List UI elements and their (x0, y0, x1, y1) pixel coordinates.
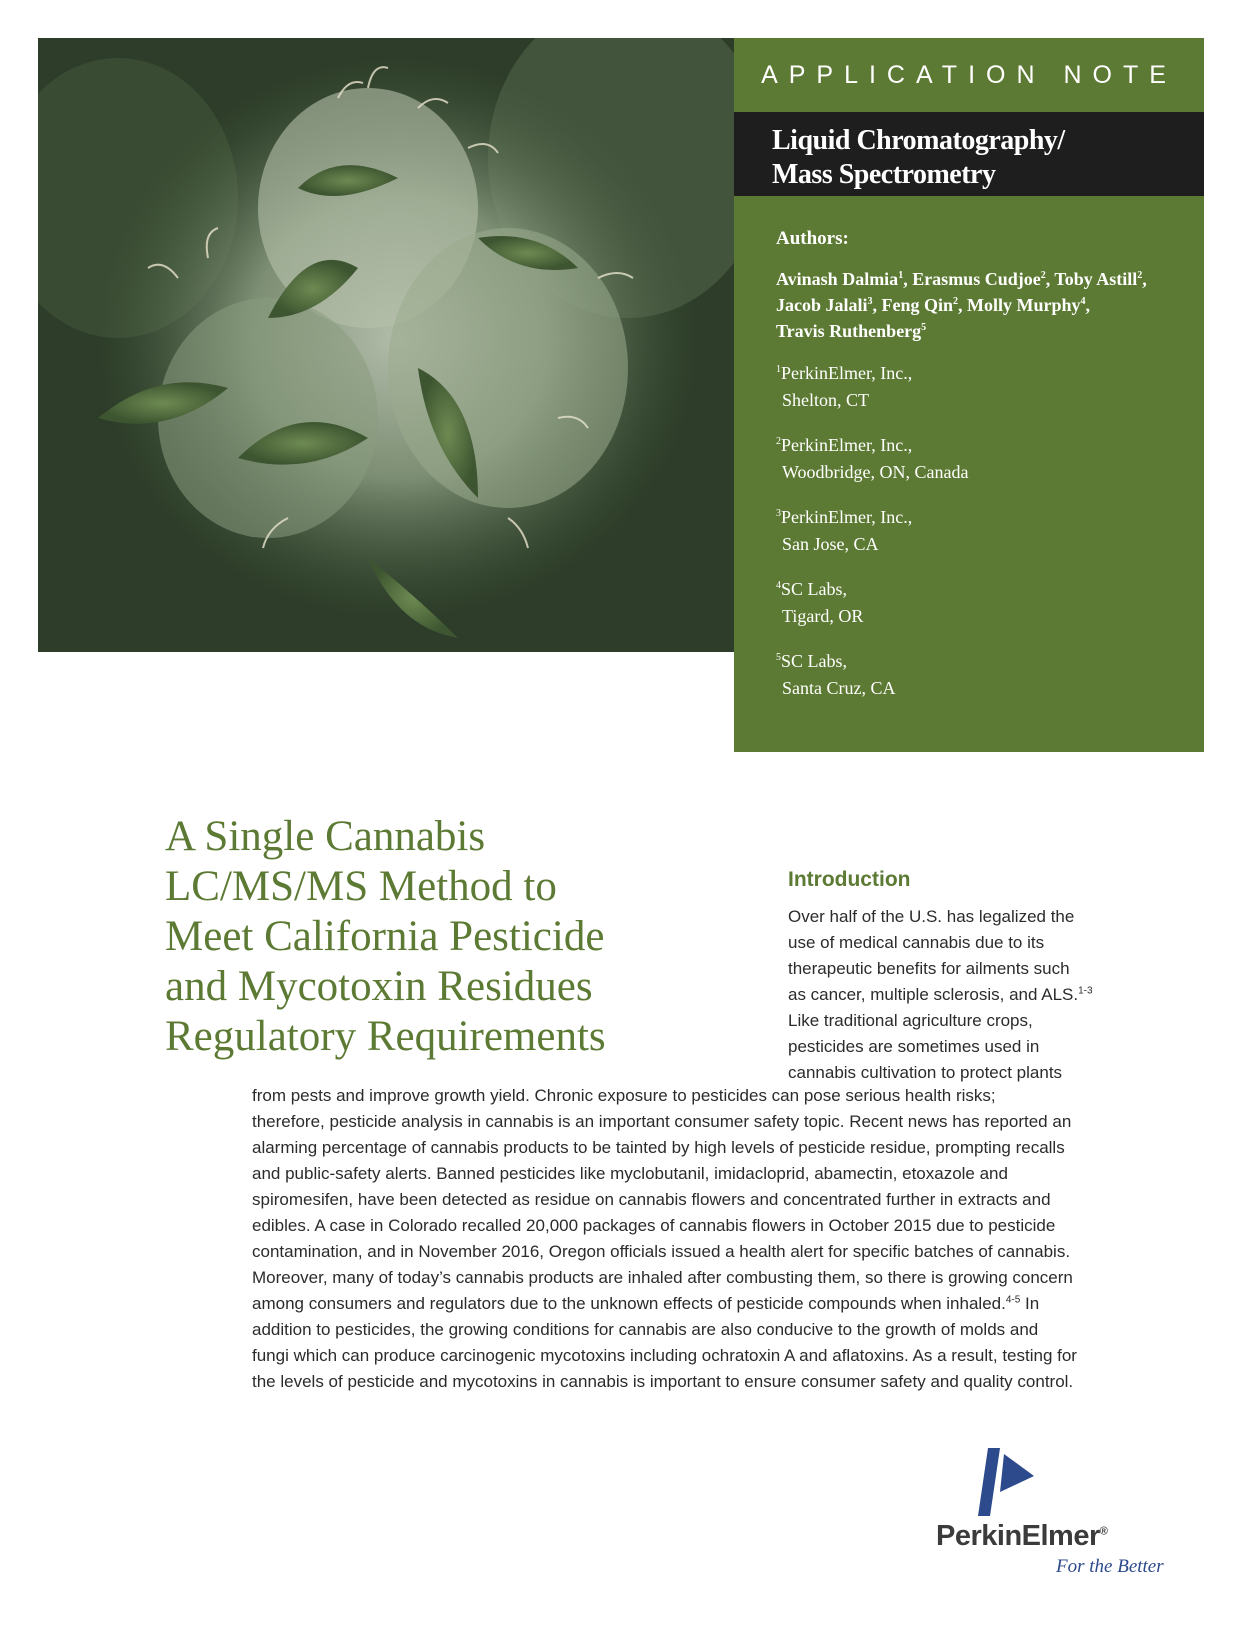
logo-tagline: For the Better (1056, 1556, 1164, 1577)
author-name: Feng Qin (881, 295, 954, 315)
perkinelmer-p-mark-icon (976, 1448, 1036, 1516)
document-title: A Single Cannabis LC/MS/MS Method to Meet California Pesticide and Mycotoxin Residues Regulatory Requirements (165, 813, 606, 1060)
logo-wordmark: PerkinElmer® (936, 1520, 1108, 1552)
introduction-body-text: from pests and improve growth yield. Chronic exposure to pesticides can pose serious health risks; therefore, pesticide analysis in cannabis is an important consumer safety topic. Recent news has reported an alarming percentage of cannabis products to be tainted by high levels of pesticide residue, prompting recalls and public-safety alerts. Banned pesticides like myclobutanil, imidacloprid, abamectin, etoxazole and spiromesifen, have been detected as residue on cannabis flowers and concentrated further in extracts and edibles. A case in Colorado recalled 20,000 packages of cannabis flowers in October 2015 due to pesticide contamination, and in November 2016, Oregon officials issued a health alert for specific batches of cannabis. Moreover, many of today’s cannabis products are inhaled after combusting them, so there is growing concern among consumers and regulators due to the unknown effects of pesticide compounds when inhaled.$^{4-5}$ In addition to pesticides, the growing conditions for cannabis are also conducive to the growth of molds and fungi which can produce carcinogenic mycotoxins including ochratoxin A and aflatoxins. As a result, testing for the levels of pesticide and mycotoxins in cannabis is important to ensure consumer safety and quality control. (252, 1086, 1077, 1391)
info-sidebar (734, 38, 1204, 752)
perkinelmer-logo (932, 1448, 1172, 1578)
author-list: Avinash Dalmia$^1$, Erasmus Cudjoe$^2$, Toby Astill$^2$, Jacob Jalali$^3$, Feng Qin$^2$, Molly Murphy$^4$, Travis Ruthenberg$^5$ (776, 269, 1147, 341)
author-name: Erasmus Cudjoe (912, 269, 1041, 289)
affiliation: $^2$PerkinElmer, Inc., Woodbridge, ON, Canada (776, 435, 969, 482)
affiliation: $^4$SC Labs, Tigard, OR (776, 579, 864, 626)
introduction-heading: Introduction (788, 868, 911, 891)
technique-title: Liquid Chromatography/ Mass Spectrometry (772, 125, 1065, 190)
affiliation: $^1$PerkinElmer, Inc., Shelton, CT (776, 363, 913, 410)
technique-band (734, 112, 1204, 196)
affiliation: $^3$PerkinElmer, Inc., San Jose, CA (776, 507, 913, 554)
affiliation: $^5$SC Labs, Santa Cruz, CA (776, 651, 896, 698)
cannabis-photo (38, 38, 734, 652)
author-name: Travis Ruthenberg (776, 321, 922, 341)
author-name: Toby Astill (1054, 269, 1138, 289)
introduction-column-text: Over half of the U.S. has legalized the use of medical cannabis due to its therapeutic benefits for ailments such as cancer, multiple sclerosis, and ALS.$^{1-3}$ Like traditional agriculture crops, pesticides are sometimes used in cannabis cultivation to protect plants (788, 907, 1093, 1082)
cannabis-flower-image (38, 38, 734, 652)
citation-ref: 1-3 (1078, 985, 1093, 997)
citation-ref: 4-5 (1005, 1294, 1021, 1306)
application-note-label: APPLICATION NOTE (761, 60, 1177, 89)
author-name: Jacob Jalali (776, 295, 868, 315)
authors-heading: Authors: (776, 228, 849, 249)
author-name: Avinash Dalmia (776, 269, 899, 289)
author-name: Molly Murphy (967, 295, 1081, 315)
authors-block (776, 228, 1196, 720)
